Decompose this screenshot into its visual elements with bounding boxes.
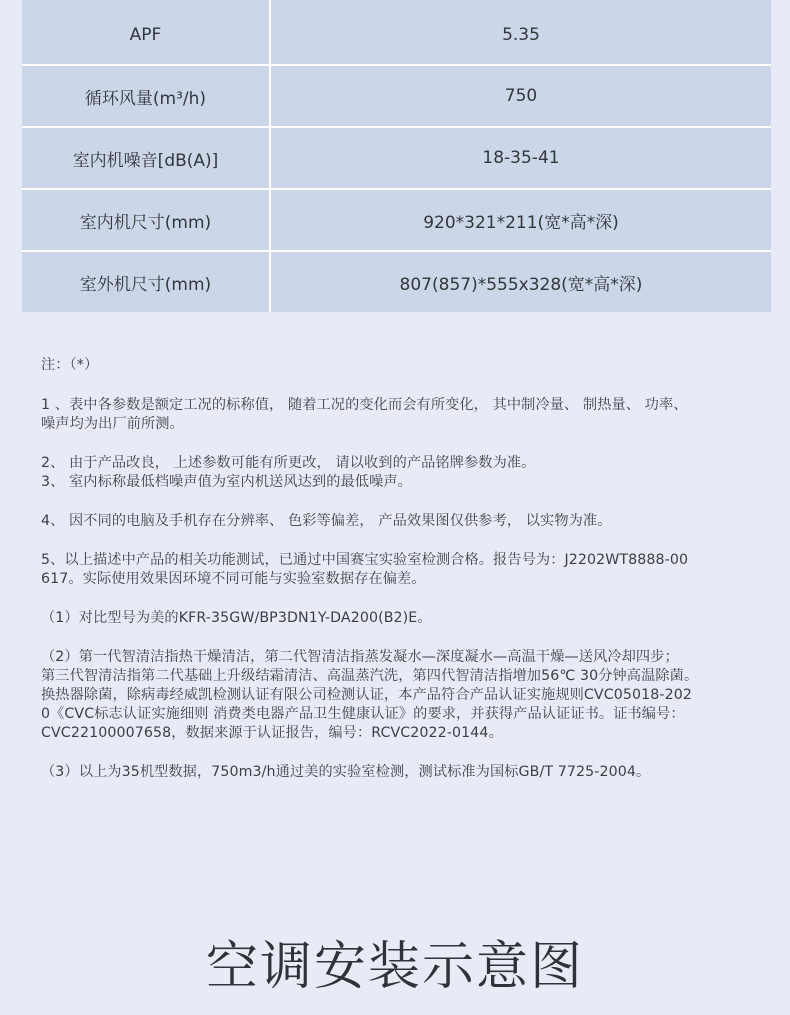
sub-note-2: （2）第一代智清洁指热干燥清洁，第二代智清洁指蒸发凝水—深度凝水—高温干燥—送风冷却四步； 第三代智清洁指第二代基础上升级结霜清洁、高温蒸汽洗，第四代智清洁指增加56℃ 30分钟高温除菌。 换热器除菌，除病毒经威凯检测认证有限公司检测认证，本产品符合产品认证实施规则CVC05018-202 0《CVC标志认证实施细则 消费类电器产品卫生健康认证》的要求，并获得产品认证证书。证书编号： CVC22100007658，数据来源于认证报告，编号：RCVC2022-0144。 [41, 649, 699, 741]
spec-table [22, 0, 771, 312]
notes-header: 注：（*） [41, 357, 99, 373]
sub-note-3: （3）以上为35机型数据，750m3/h通过美的实验室检测，测试标准为国标GB/T 7725-2004。 [41, 764, 651, 780]
notes-section [41, 356, 771, 782]
spec-row-outdoor-size [22, 252, 771, 312]
spec-value: 920*321*211(宽*高*深) [271, 190, 771, 250]
spec-row-apf [22, 0, 771, 64]
spec-label: 循环风量(m³/h) [22, 66, 269, 126]
spec-row-indoor-noise [22, 128, 771, 188]
spec-value: 750 [271, 66, 771, 126]
spec-row-indoor-size [22, 190, 771, 250]
spec-label: 室内机噪音[dB(A)] [22, 128, 269, 188]
spec-value: 18-35-41 [271, 128, 771, 188]
note-5: 5、以上描述中产品的相关功能测试，已通过中国赛宝实验室检测合格。报告号为：J2202WT8888-00 617。实际使用效果因环境不同可能与实验室数据存在偏差。 [41, 552, 689, 587]
spec-label: 室外机尺寸(mm) [22, 252, 269, 312]
spec-row-airflow [22, 66, 771, 126]
note-2: 2、 由于产品改良， 上述参数可能有所更改， 请以收到的产品铭牌参数为准。 [41, 455, 536, 471]
page-heading: 空调安装示意图 [205, 937, 584, 997]
spec-value: 5.35 [271, 0, 771, 64]
spec-value: 807(857)*555x328(宽*高*深) [271, 252, 771, 312]
note-3: 3、 室内标称最低档噪声值为室内机送风达到的最低噪声。 [41, 474, 412, 490]
spec-label: APF [22, 0, 269, 64]
sub-note-1: （1）对比型号为美的KFR-35GW/BP3DN1Y-DA200(B2)E。 [41, 610, 432, 626]
note-1: 1 、表中各参数是额定工况的标称值， 随着工况的变化而会有所变化， 其中制冷量、 制热量、 功率、 噪声均为出厂前所测。 [41, 397, 688, 432]
spec-label: 室内机尺寸(mm) [22, 190, 269, 250]
note-4: 4、 因不同的电脑及手机存在分辨率、 色彩等偏差， 产品效果图仅供参考， 以实物为准。 [41, 513, 612, 529]
